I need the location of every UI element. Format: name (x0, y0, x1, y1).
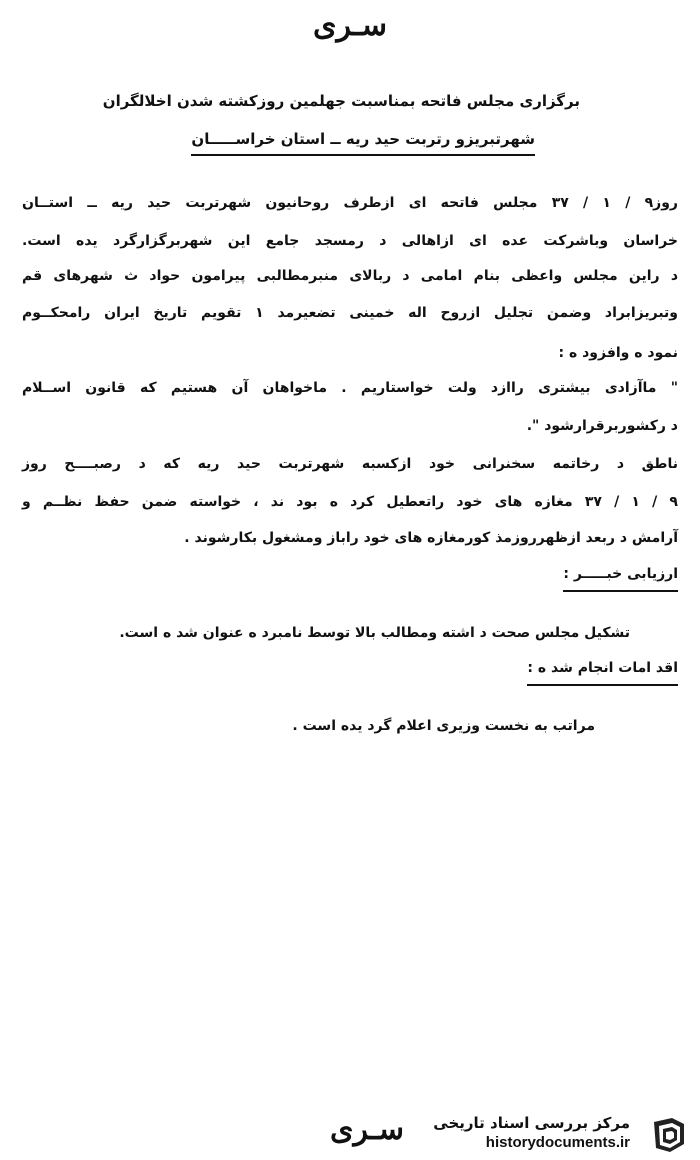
body-line: خراسان وباشرکت عده ای ازاهالی د رمسجد جامع این شهربرگزارگرد یده است. (22, 233, 678, 249)
body-line: د رکشوربرقرارشود ". (526, 418, 678, 434)
body-line: ناطق د رخاتمه سخنرانی خود ازکسبه شهرتربت حید ریه که د رصبــــح روز (22, 456, 678, 472)
watermark (270, 1114, 690, 1154)
actions-text: مراتب به نخست وزیری اعلام گرد یده است . (292, 718, 595, 734)
body-line: وتبریزابراد وضمن تجلیل ازروح اله خمینی تضعیرمد ۱ تقویم تاریخ ایران رامحکــوم (22, 305, 678, 321)
watermark-url: historydocuments.ir (485, 1134, 630, 1151)
watermark-name: مرکز بررسی اسناد تاریخی (433, 1114, 630, 1132)
body-line: د راین مجلس واعظی بنام امامی د ربالای منبرمطالبی پیرامون حواد ث شهرهای قم (22, 268, 678, 284)
body-line: آرامش د ربعد ازظهرروزمذ کورمغازه های خود راباز ومشغول بکارشوند . (184, 530, 678, 546)
body-line: روز۹ / ۱ / ۳۷ مجلس فاتحه ای ازطرف روحانیون شهرتربت حید ریه ــ استــان (22, 195, 678, 211)
classification-stamp-top: سـرى (313, 8, 387, 43)
actions-heading: اقد امات انجام شد ه : (527, 660, 678, 686)
book-shield-icon (648, 1114, 690, 1156)
assessment-text: تشکیل مجلس صحت د اشته ومطالب بالا توسط نامبرد ه عنوان شد ه است. (119, 625, 630, 641)
document-subtitle: شهرتبریزو رتربت حید ریه ــ استان خراســـــان (191, 130, 535, 156)
body-line: نمود ه وافزود ه : (558, 345, 678, 361)
document-title: برگزاری مجلس فاتحه بمناسبت جهلمین روزکشته شدن اخلالگران (102, 92, 580, 110)
body-line: " ماآزادی بیشتری راازد ولت خواستاریم . ماخواهان آن هستیم که قانون اســلام (22, 380, 678, 396)
body-line: ۹ / ۱ / ۳۷ مغازه های خود راتعطیل کرد ه بود ند ، خواسته ضمن حفظ نظــم و (22, 494, 678, 510)
assessment-heading: ارزیابی خبـــــر : (563, 566, 678, 592)
classification-stamp-bottom: سـرى (330, 1112, 404, 1147)
